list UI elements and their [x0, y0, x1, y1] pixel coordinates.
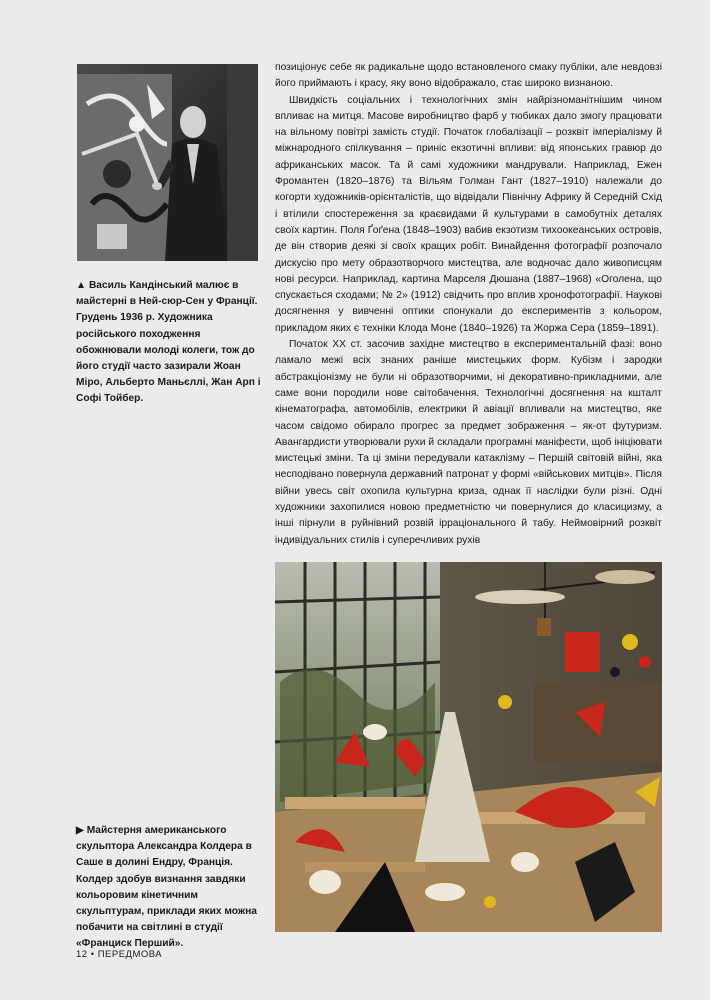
page-number: 12 [76, 949, 88, 960]
caption-calder [76, 823, 261, 953]
triangle-up-icon: ▲ [76, 280, 87, 291]
paragraph: позиціонує себе як радикальне щодо встановленого смаку публіки, але невдовзі його приймають і красу, яку воно відображало, стає широко визнаною. [275, 62, 662, 90]
paragraph: Швидкість соціальних і технологічних змін найрізноманітнішим чином впливає на митця. Масове виробництво фарб у тюбиках дало змогу працювати на вільному повітрі замість студії. Початок глобалізації – розквіт імперіалізму й міжнародного спілкування – приніс екзотичні впливи: від японських гравюр до африканських масок. Та й самі художники мандрували. Наприклад, Ежен Фромантен (1820–1876) та Вільям Голман Гант (1827–1910) належали до когорти художників-орієнталістів, що відвідали Північну Африку й Середній Схід і втілили спостереження за краєвидами й культурами в самобутніх деталях своїх картин. Поля Ґоґена (1848–1903) вабив екзотизм тихоокеанських островів, де він створив деякі зі своїх кращих робіт. Винайдення фотографії розпочало дискусію про мету образотворчого мистецтва, але водночас дало живописцям нові ресурси. Наприклад, картина Марселя Дюшана (1887–1968) «Оголена, що спускається сходами; № 2» (1912) свідчить про вплив хронофотографії. Наукові досягнення у вивченні оптики спонукали до експериментів з кольором, прикладом яких є техніки Клода Моне (1840–1926) та Жоржа Сера (1859–1891). [275, 94, 662, 334]
caption-kandinsky-text: Василь Кандінський малює в майстерні в Ней-сюр-Сен у Франції. Грудень 1936 р. Художника російського походження обожнювали молоді колеги, тож до його студії часто зазирали Жоан Міро, Альберто Маньєллі, Жан Арп і Софі Тойбер. [76, 280, 261, 405]
section-title: ПЕРЕДМОВА [97, 949, 163, 960]
photo-calder-studio [275, 562, 662, 932]
body-text [275, 60, 662, 549]
caption-kandinsky [76, 278, 261, 408]
caption-calder-text: Майстерня американського скульптора Александра Колдера в Саше в долині Ендру, Франція. Колдер здобув визнання завдяки кольоровим кінетичним скульптурам, приклади яких можна побачити на світлині в студії «Франциск Перший». [76, 825, 257, 950]
page-footer [76, 949, 162, 960]
paragraph: Початок ХХ ст. засочив західне мистецтво в експериментальній фазі: воно ламало межі всіх знаних раніше мистецьких форм. Кубізм і зародки абстракціонізму не були ні образотворчими, ні декоративно-прикладними, але саме вони породили нове світобачення. Технологічні досягнення на кшталт кінематографа, автомобілів, електрики й авіації впливали на мистецтво, яке часом свідомо обирало прогрес за предмет зображення – як-от футуризм. Авангардисти утворювали рухи й складали програмні маніфести, щоб ініціювати мистецькі зміни. Та ці зміни передували катаклізму – Першій світовій війні, яка несподівано повернула державний патронат у формі «військових митців». Після війни увесь світ охопила культурна криза, однак її наслідки були різні. Одні художники захопилися новою предметністю чи повернулися до класицизму, а інші пірнули в руйнівний розвій ірраціонального й табу. Неймовірний розквіт індивідуальних стилів і суперечливих рухів [275, 339, 662, 546]
photo-kandinsky [77, 64, 258, 261]
footer-separator: • [90, 949, 95, 960]
triangle-right-icon: ▶ [76, 825, 84, 836]
